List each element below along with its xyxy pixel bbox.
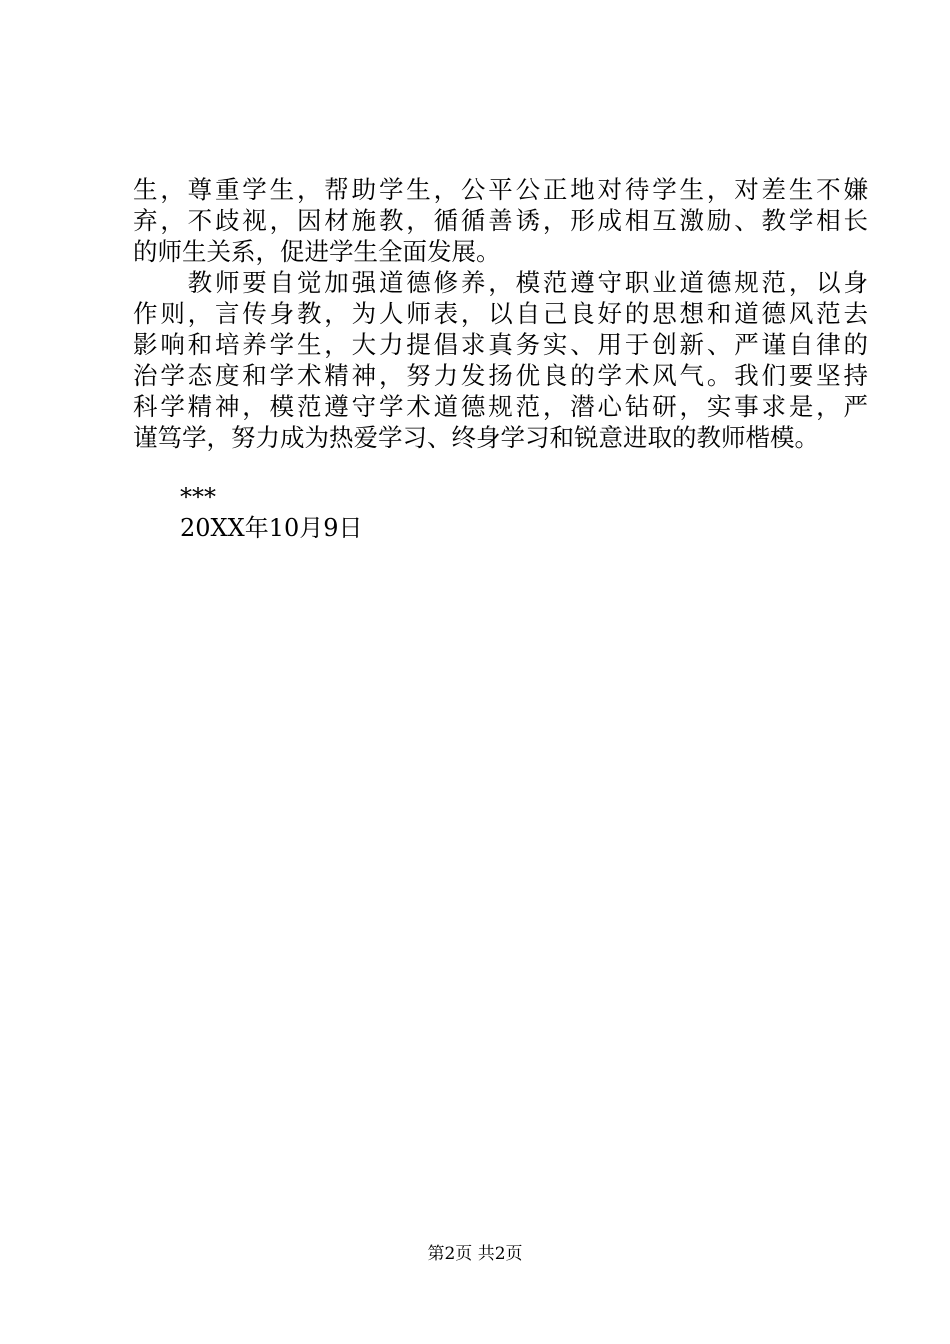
signature-block [180,482,363,544]
document-body [133,174,868,453]
paragraph-2-line-4: 治学态度和学术精神，努力发扬优良的学术风气。我们要坚持 [133,361,868,390]
paragraph-1-line-1: 生，尊重学生，帮助学生，公平公正地对待学生，对差生不嫌 [133,175,868,204]
paragraph-2-line-2: 作则，言传身教，为人师表，以自己良好的思想和道德风范去 [133,299,868,328]
signature-name: *** [180,483,216,511]
signature-date: 20XX年10月9日 [180,514,363,542]
page-footer [0,1243,950,1265]
paragraph-1-line-2: 弃，不歧视，因材施教，循循善诱，形成相互激励、教学相长 [133,206,868,235]
paragraph-2-line-5: 科学精神，模范遵守学术道德规范，潜心钻研，实事求是，严 [133,392,868,421]
paragraph-2-line-1: 教师要自觉加强道德修养，模范遵守职业道德规范，以身 [133,268,868,297]
paragraph-2-line-6: 谨笃学，努力成为热爱学习、终身学习和锐意进取的教师楷模。 [133,423,819,452]
paragraph-2-line-3: 影响和培养学生，大力提倡求真务实、用于创新、严谨自律的 [133,330,868,359]
paragraph-1-line-3: 的师生关系，促进学生全面发展。 [133,237,501,266]
page-number-label: 第2页 共2页 [427,1244,523,1264]
